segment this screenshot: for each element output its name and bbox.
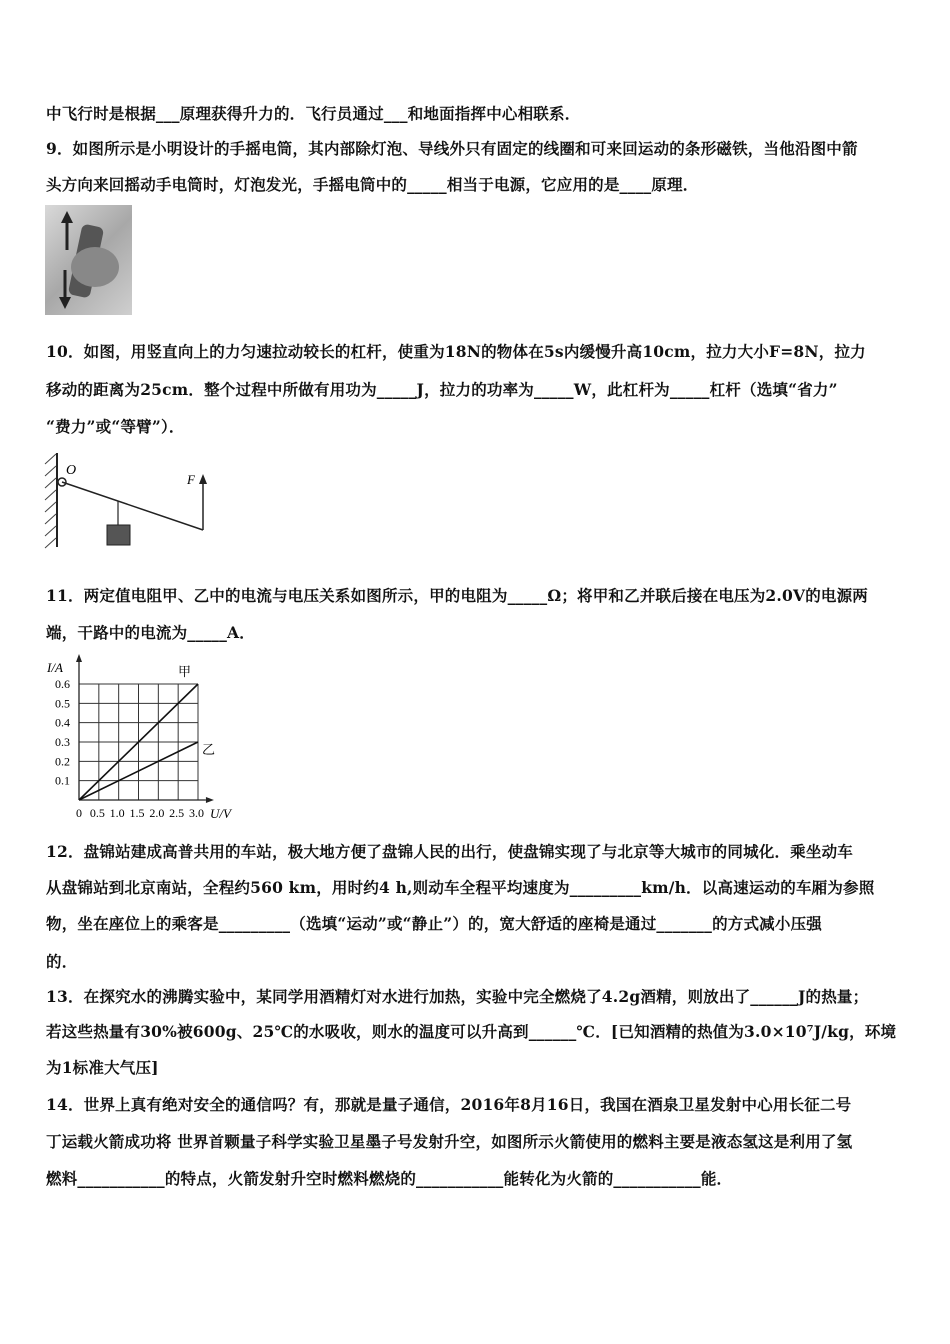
y-tick-label: 0.1 <box>55 773 70 788</box>
q14-text-line2: 丁运载火箭成功将 世界首颗量子科学实验卫星墨子号发射升空，如图所示火箭使用的燃料主要是液态氢这是利用了氢 <box>46 1132 853 1151</box>
y-tick-label: 0.2 <box>55 754 70 769</box>
q13-text-line1: 13．在探究水的沸腾实验中，某同学用酒精灯对水进行加热，实验中完全燃烧了4.2g酒精，则放出了______J的热量； <box>46 987 869 1006</box>
q13-text-line2: 若这些热量有30%被600g、25℃的水吸收，则水的温度可以升高到______℃．[已知酒精的热值为3.0×10⁷J/kg，环境 <box>46 1022 897 1041</box>
q10-text-line3: “费力”或“等臂”）． <box>46 417 185 436</box>
q8-text-end: 中飞行时是根据___原理获得升力的．飞行员通过___和地面指挥中心相联系． <box>46 104 581 123</box>
y-tick-label: 0.4 <box>55 715 70 730</box>
q12-text-line3: 物，坐在座位上的乘客是_________（选填“运动”或“静止”）的，宽大舒适的座椅是通过_______的方式减小压强 <box>46 914 822 933</box>
x-tick-label: 0.5 <box>89 806 105 820</box>
y-tick-label: 0.3 <box>55 735 70 749</box>
q9-text-line2: 头方向来回摇动手电筒时，灯泡发光，手摇电筒中的_____相当于电源，它应用的是____原理． <box>46 175 699 194</box>
x-axis-label: U/V <box>210 806 231 821</box>
y-tick-label: 0.6 <box>55 677 70 691</box>
x-tick-label: 0 <box>76 806 82 820</box>
x-tick-label: 2.0 <box>149 806 165 820</box>
x-tick-label: 2.5 <box>169 806 185 820</box>
x-tick-label: 1.0 <box>109 806 125 820</box>
pivot-label: O <box>66 463 77 478</box>
y-tick-label: 0.5 <box>55 696 70 711</box>
series-label-jia: 甲 <box>178 664 192 679</box>
q14-text-line3: 燃料___________的特点，火箭发射升空时燃料燃烧的___________能转化为火箭的___________能． <box>46 1169 733 1188</box>
q12-text-line1: 12．盘锦站建成高普共用的车站，极大地方便了盘锦人民的出行，使盘锦实现了与北京等大城市的同城化．乘坐动车 <box>46 842 853 861</box>
q12-text-line2: 从盘锦站到北京南站，全程约560 km，用时约4 h,则动车全程平均速度为_________km/h．以高速运动的车厢为参照 <box>46 878 875 897</box>
y-axis-arrow-icon <box>76 654 82 662</box>
weight-block <box>107 525 130 545</box>
x-tick-label: 1.5 <box>129 806 145 820</box>
q9-text-line1: 9．如图所示是小明设计的手摇电筒，其内部除灯泡、导线外只有固定的线圈和可来回运动的条形磁铁，当他沿图中箭 <box>46 139 858 158</box>
x-axis-arrow-icon <box>206 797 214 803</box>
series-label-yi: 乙 <box>202 742 216 757</box>
x-tick-label: 3.0 <box>189 806 204 820</box>
hand-crank-flashlight-photo <box>45 205 132 315</box>
y-axis-label: I/A <box>47 660 63 675</box>
q12-text-line4: 的． <box>46 952 78 971</box>
force-label: F <box>187 472 195 487</box>
current-voltage-graph <box>40 650 260 830</box>
q13-text-line3: 为1标准大气压] <box>46 1058 159 1077</box>
force-arrow-icon <box>199 474 207 484</box>
q14-text-line1: 14．世界上真有绝对安全的通信吗？有，那就是量子通信，2016年8月16日，我国在酒泉卫星发射中心用长征二号 <box>46 1095 852 1114</box>
lever-diagram <box>40 450 220 550</box>
q11-text-line2: 端，干路中的电流为_____A． <box>46 623 255 642</box>
q10-text-line1: 10．如图，用竖直向上的力匀速拉动较长的杠杆，使重为18N的物体在5s内缓慢升高10cm，拉力大小F=8N，拉力 <box>46 342 866 361</box>
q11-text-line1: 11．两定值电阻甲、乙中的电流与电压关系如图所示，甲的电阻为_____Ω；将甲和乙并联后接在电压为2.0V的电源两 <box>46 586 869 605</box>
q10-text-line2: 移动的距离为25cm．整个过程中所做有用功为_____J，拉力的功率为_____W，此杠杆为_____杠杆（选填“省力” <box>46 380 838 399</box>
